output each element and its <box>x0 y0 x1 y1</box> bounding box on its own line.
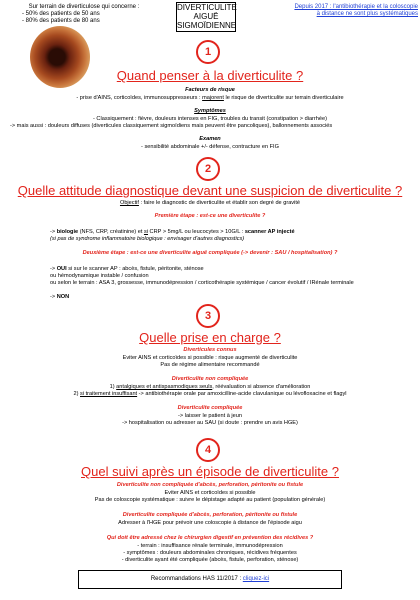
exam-line: - sensibilité abdominale +/- défense, contracture en FIG <box>141 144 279 150</box>
complicated-line2: -> hospitalisation ou adresser au SAU (si doute : prendre un avis HGE) <box>122 420 298 426</box>
complicated-heading: Diverticulite compliquée <box>177 405 243 411</box>
page-title-line3: SIGMOÏDIENNE <box>177 21 237 30</box>
surgeon-line3: - diverticulite ayant été compliquée (abcès, fistule, perforation, sténose) <box>121 557 299 563</box>
biology-note: (si pas de syndrome inflammatoire biologique : envisager d'autres diagnostics) <box>50 236 245 242</box>
non-line: -> NON <box>50 294 70 300</box>
footer-link[interactable]: cliquez-ici <box>242 576 270 582</box>
risk-text: - prise d'AINS, corticoïdes, immunosuppresseurs : majorent le risque de diverticulite sur terrain diverticulaire <box>76 95 344 101</box>
footer-text: Recommandations HAS 11/2017 : <box>150 576 243 582</box>
step1-heading: Première étape : est-ce une diverticulite ? <box>154 213 266 219</box>
known-line2: Pas de régime alimentaire recommandé <box>160 362 260 368</box>
symptoms-line1: - Classiquement : fièvre, douleurs intenses en FIG, troubles du transit (constipation > diarrhée) <box>93 116 327 122</box>
followup-uncomplicated-line1: Eviter AINS et corticoïdes si possible <box>164 490 256 496</box>
followup-uncomplicated-line2: Pas de coloscopie systématique : suivre le dépistage adapté au patient (population générale) <box>94 497 326 503</box>
exam-heading: Examen <box>199 136 221 142</box>
section-number-badge: 3 <box>196 304 220 328</box>
risk-heading: Facteurs de risque <box>185 87 235 93</box>
oui-line1: -> OUI si sur le scanner AP : abcès, fistule, péritonite, sténose <box>50 266 204 272</box>
section-number-badge: 2 <box>196 157 220 181</box>
step2-heading: Deuxième étape : est-ce une diverticulite aiguë compliquée (-> devenir : SAU / hospitalisation) ? <box>82 250 338 256</box>
known-diverticula-heading: Diverticules connus <box>183 347 237 353</box>
terrain-50: - 50% des patients de 50 ans <box>22 11 100 17</box>
top-right-link[interactable] <box>282 4 418 18</box>
section-number-badge: 4 <box>196 438 220 462</box>
page-title-box <box>176 2 236 32</box>
uncomplicated-line1: 1) antalgiques et antispasmodiques seuls, réévaluation si absence d'amélioration <box>109 384 311 390</box>
page-title-line1: DIVERTICULITE <box>177 3 237 12</box>
oui-line2: ou hémodynamique instable / confusion <box>50 273 149 279</box>
top-link-line2[interactable]: à distance ne sont plus systématiques <box>316 11 418 17</box>
top-link-line1[interactable]: Depuis 2017 : l'antibiothérapie et la coloscopie <box>294 4 418 10</box>
section4-title: Quel suivi après un épisode de diverticulite ? <box>81 464 339 479</box>
section-number-badge: 1 <box>196 40 220 64</box>
section1-title: Quand penser à la diverticulite ? <box>116 68 304 83</box>
terrain-80: - 80% des patients de 80 ans <box>22 18 100 24</box>
symptoms-line2: -> mais aussi : douleurs diffuses (diverticules classiquement sigmoïdiens mais peuvent être pancoliques), ballonnements associés <box>10 123 333 129</box>
surgeon-line1: - terrain : insuffisance rénale terminale, immunodépression <box>137 543 283 549</box>
uncomplicated-heading: Diverticulite non compliquée <box>171 376 249 382</box>
surgeon-line2: - symptômes : douleurs abdominales chroniques, récidives fréquentes <box>123 550 297 556</box>
followup-complicated-heading: Diverticulite compliquée d'abcès, perforation, péritonite ou fistule <box>122 512 298 518</box>
oui-line3: ou selon le terrain : ASA 3, grossesse, immunodépression / corticothérapie systémique / cancer évolutif / IRénale terminale <box>50 280 354 286</box>
terrain-block <box>4 4 164 25</box>
terrain-intro: Sur terrain de diverticulose qui concerne : <box>28 4 140 10</box>
objective-line: Objectif : faire le diagnostic de diverticulite et établir son degré de gravité <box>119 200 301 206</box>
complicated-line1: -> laisser le patient à jeun <box>178 413 242 419</box>
followup-uncomplicated-heading: Diverticulite non compliquée d'abcès, perforation, péritonite ou fistule <box>116 482 304 488</box>
biology-line: -> biologie (NFS, CRP, créatinine) et si CRP > 5mg/L ou leucocytes > 10G/L : scanner AP injecté <box>50 229 295 235</box>
symptoms-heading: Symptômes <box>194 108 226 114</box>
section3-title: Quelle prise en charge ? <box>139 330 281 345</box>
surgeon-heading: Qui doit être adressé chez le chirurgien digestif en prévention des récidives ? <box>106 535 314 541</box>
footer-box <box>78 570 342 589</box>
uncomplicated-line2: 2) si traitement insuffisant -> antibiothérapie orale par amoxicilline-acide clavulanique ou lévofloxacine et flagyl <box>73 391 347 397</box>
followup-complicated-line1: Adresser à l'HGE pour prévoir une coloscopie à distance de l'épisode aigu <box>118 520 302 526</box>
section2-title: Quelle attitude diagnostique devant une suspicion de diverticulite ? <box>17 183 403 198</box>
known-line1: Eviter AINS et corticoïdes si possible : risque augmenté de diverticulite <box>122 355 298 361</box>
page-title-line2: AIGUË <box>193 12 219 21</box>
